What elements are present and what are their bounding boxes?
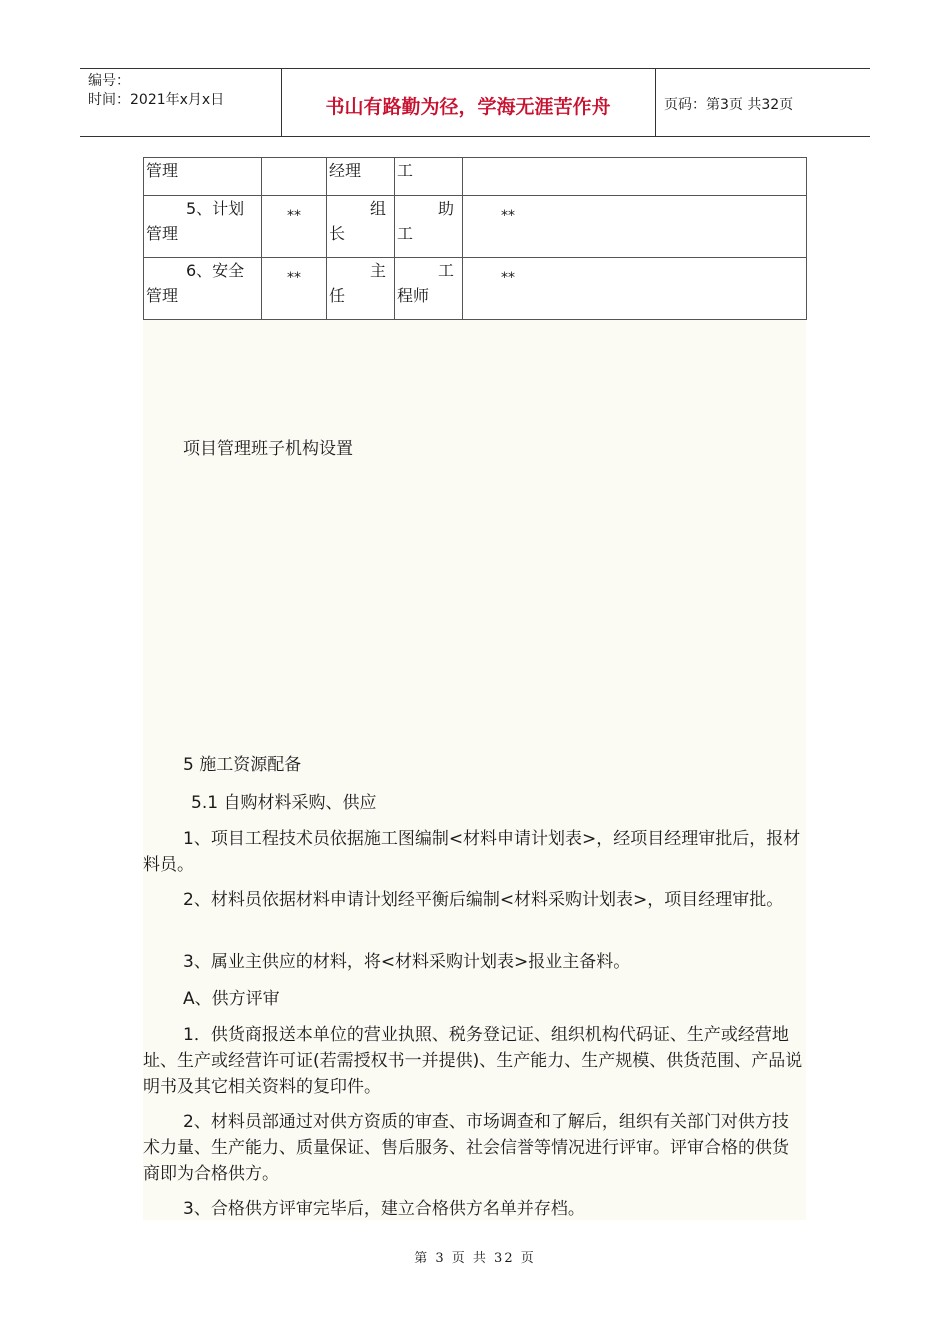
paragraph-3 (143, 949, 803, 975)
heading-5-1 (143, 790, 803, 816)
table-cell (395, 258, 463, 320)
paragraph-text: 2、材料员依据材料申请计划经平衡后编制<材料采购计划表>，项目经理审批。 (183, 890, 784, 910)
paragraph-1 (143, 826, 803, 878)
paragraph-a3 (143, 1196, 803, 1222)
paragraph-a1 (143, 1022, 803, 1100)
cell-line: 工 (437, 261, 454, 280)
cell-line: 组 (369, 199, 386, 218)
page-footer: 第 3 页 共 32 页 (414, 1251, 536, 1266)
table-cell (262, 158, 327, 196)
paragraph-text: A、供方评审 (183, 989, 280, 1009)
table-cell (144, 196, 262, 258)
cell-line: 管理 (146, 224, 179, 243)
table-row (144, 258, 807, 320)
cell-line: 主 (369, 261, 386, 280)
table-cell (327, 258, 395, 320)
header-top-rule (80, 68, 870, 69)
table-row (144, 196, 807, 258)
cell-line: 5、计划 (186, 199, 245, 218)
doc-time: 时间：2021年x月x日 (88, 92, 225, 108)
paragraph-text: 1、项目工程技术员依据施工图编制<材料申请计划表>，经项目经理审批后，报材料员。 (143, 829, 801, 875)
table-cell: 工 (395, 158, 463, 196)
heading-text: 5.1 自购材料采购、供应 (191, 793, 377, 813)
header-motto: 书山有路勤为径，学海无涯苦作舟 (325, 96, 611, 118)
paragraph-text: 3、属业主供应的材料，将<材料采购计划表>报业主备料。 (183, 952, 631, 972)
table-cell: 经理 (327, 158, 395, 196)
table-cell (144, 258, 262, 320)
table-row (144, 158, 807, 196)
subheading-a (143, 986, 803, 1012)
section-title: 项目管理班子机构设置 (183, 439, 353, 459)
table-cell: ** (463, 196, 807, 258)
table-cell (395, 196, 463, 258)
header-page-info: 页码：第3页 共32页 (664, 97, 794, 113)
table-cell (463, 158, 807, 196)
header-divider-right (655, 68, 656, 136)
table-cell: 管理 (144, 158, 262, 196)
header-bottom-rule (80, 136, 870, 137)
roles-table (143, 157, 807, 320)
cell-line: 程师 (397, 286, 430, 305)
paragraph-text: 1．供货商报送本单位的营业执照、税务登记证、组织机构代码证、生产或经营地址、生产或经营许可证(若需授权书一并提供)、生产能力、生产规模、供货范围、产品说明书及其它相关资料的复印件。 (143, 1025, 803, 1097)
paragraph-text: 2、材料员部通过对供方资质的审查、市场调查和了解后，组织有关部门对供方技术力量、生产能力、质量保证、售后服务、社会信誉等情况进行评审。评审合格的供货商即为合格供方。 (143, 1112, 789, 1184)
paragraph-text: 3、合格供方评审完毕后，建立合格供方名单并存档。 (183, 1199, 585, 1219)
table-cell: ** (463, 258, 807, 320)
table-cell: ** (262, 196, 327, 258)
header-meta (88, 72, 224, 110)
cell-line: 工 (397, 224, 414, 243)
cell-line: 管理 (146, 286, 179, 305)
doc-number-label: 编号： (88, 73, 130, 89)
cell-line: 6、安全 (186, 261, 245, 280)
table-cell (327, 196, 395, 258)
table-cell: ** (262, 258, 327, 320)
cell-line: 助 (437, 199, 454, 218)
header-divider-left (281, 68, 282, 136)
cell-line: 长 (329, 224, 346, 243)
cell-line: 任 (329, 286, 346, 305)
paragraph-2 (143, 887, 803, 913)
heading-text: 5 施工资源配备 (183, 755, 302, 775)
heading-5 (143, 752, 803, 778)
paragraph-a2 (143, 1109, 803, 1187)
